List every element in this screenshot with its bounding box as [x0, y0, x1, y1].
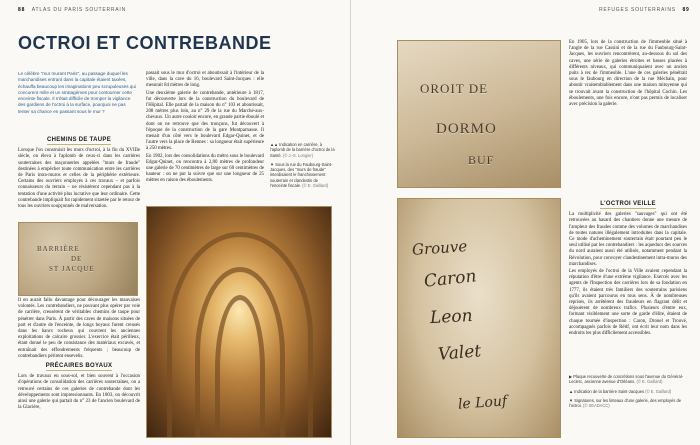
- photo-tunnel: [146, 206, 332, 438]
- engraved-text: DORMO: [436, 121, 497, 137]
- graffiti-text: Leon: [429, 305, 474, 329]
- paragraph: Les employés de l'octroi de la Ville avaient cependant la réputation d'être d'une extrême vigilance. Exercés avec les agents de l'Inspection des carrières lors de sa fondation en 1777, ils étaient très familiers des souterrains parisiens qu'ils avaient parcourus en tous sens. À de nombreuses reprises, ils arrêtèrent des fraudeurs en flagrant délit et déjouèrent de nombreux trafics. Plusieurs d'entre eux, formant visiblement une sorte de garde d'élite, étaient de chaque tournée d'inspection : Caron, Drouel et Trouvé, accompagnés parfois de Rétif, ont écrit leur nom dans les endroits les plus difficilement accessibles.: [569, 269, 687, 337]
- column-1-lower: [18, 298, 140, 412]
- photo-signatures: [397, 198, 561, 438]
- running-head-left: [18, 7, 126, 13]
- column-1-upper: [18, 134, 140, 211]
- captions-right: [569, 374, 687, 412]
- section-heading-octroi-veille: L'OCTROI VEILLE: [569, 201, 687, 209]
- graffiti-text: le Louf: [457, 393, 508, 413]
- engraved-text: OROIT DE: [420, 81, 489, 96]
- caption: ▼ Sous la rue du Faubourg-Saint-Jacques, des "murs de fraude" interdisaient le franchissement souterrain et clandestin de l'enceinte fiscale. (© E. Gaillard): [270, 161, 333, 189]
- graffiti-text: Valet: [437, 341, 482, 365]
- caption: ▼ Signatures, sur les linteaux d'une galerie, des employés de l'octroi. (© SEADACC): [569, 397, 682, 409]
- page-number-right: 89: [682, 7, 690, 13]
- paragraph: La multiplicité des galeries "sauvages" qui ont été retrouvées au hasard des chantiers donne une mesure de l'ampleur des fraudes comme des volumes de marchandises de toutes natures illégalement introduites dans la capitale. Ce mode d'acheminement souterrain était pourtant peu le seul utilisé par les contrebandiers : les aqueducs des sources du nord auraient aussi été utilisés, notamment pendant la Révolution, pour convoyer clandestinement intra-muros des marchandises.: [569, 212, 687, 267]
- caption: ▲▲ Indication en carrière, à l'aplomb de la barrière d'octroi de la Santé. (© J.-S. Longier): [270, 142, 335, 158]
- column-right-top: [569, 40, 687, 109]
- engraved-text: BARRIÈRE: [37, 245, 80, 253]
- engraved-text: DE: [71, 255, 83, 263]
- intro-text: Le célèbre "mur murant Paris", au passage duquel les marchandises entrant dans la capitale étaient taxées, échauffa beaucoup les imaginations peu scrupuleuses qui concurent mille et un stratagèmes pour contourner cette enceinte fiscale. Il s'était difficile de tromper la vigilance des gardiens de l'octroi à la surface, pourquoi ne pas tenter sa chance en passant sous le mur ?: [18, 71, 136, 114]
- running-head-text-right: REFUGES SOUTERRAINS: [599, 7, 676, 13]
- section-heading-chemins: CHEMINS DE TAUPE: [18, 137, 140, 145]
- page-title: OCTROI ET CONTREBANDE: [18, 33, 272, 53]
- right-page: [350, 0, 700, 445]
- photo-plaque-concretions: [397, 40, 561, 188]
- graffiti-text: Grouve: [411, 237, 468, 259]
- captions-left: [270, 142, 336, 192]
- paragraph: Il en aurait fallu davantage pour décourager les mauvaises volontés. Les contrebandiers, ne pouvant plus opérer par voie de carrière, creusèrent de véritables chemins de taupe pour pénétrer dans Paris. À partir des caves de maisons situées de part et d'autre de l'enceinte, de longs boyaux furent creusés dans les bancs rocheux qui couvrent les anciennes exploitations de calcaire grossier. L'exercice était périlleux, étant donné le peu de consistance des matériaux excavés, et entraînait des effondrements fréquents ; beaucoup de contrebandiers périrent ensevelis.: [18, 298, 140, 359]
- paragraph: En 1905, lors de la construction de l'immeuble situé à l'angle de la rue Cassini et de la rue du Faubourg-Saint-Jacques, les ouvriers rencontrèrent, au-dessous du sol des caves, une série de galeries étroites et basses placées à différents niveaux, qui communiquaient avec un ancien puits à rez de l'immeuble. L'une de ces galeries pénétrait sous le faubourg en direction de la rue Méchain, pour aboutir vraisemblablement dans une maison mitoyenne qui se trouvait avant la construction de l'hôpital Cochin. Les éboulements, une fois encore, n'ont pas permis de localiser avec précision la galerie.: [569, 40, 687, 108]
- graffiti-text: Caron: [423, 266, 478, 292]
- page-number-left: 88: [18, 7, 26, 13]
- paragraph: Lors de travaux en sous-sol, et bien souvent à l'occasion d'opérations de consolidation des carrières souterraines, on a retrouvé certains de ces galeries de contrebande dont les développements sont impressionnants. En 1803, on découvrit ainsi une galerie qui partait du n° 23 de l'ancien boulevard de la Glacière,: [18, 374, 140, 411]
- running-head-right: [599, 7, 690, 13]
- caption: ▲ Indication de la barrière Saint-Jacques (© E. Gaillard): [569, 388, 672, 394]
- arch-shape: [215, 295, 265, 438]
- paragraph: En 1902, lors des consolidations du métro sous le boulevard Edgar-Quinet, on rencontra à 2,80 mètres de profondeur une galerie de 70 centimètres de large sur 60 centimètres de hauteur : on ne put la suivre que sur une longueur de 25 mètres en raison des éboulements.: [146, 153, 264, 184]
- running-head-text-left: ATLAS DU PARIS SOUTERRAIN: [31, 7, 127, 13]
- paragraph: Une deuxième galerie de contrebande, antérieure à 1817, fut découverte lors de la construction du boulevard de l'Hôpital. Elle partait de la maison du n° 103 et aboutissait, 208 mètres plus loin, au n° 29 de la rue du Marché-aux-chevaux. Un autre couloir encore, en grande partie éboulé et dont on ne retrouve que des tronçons, fut découvert à l'époque de la construction de la gare Montparnasse. Il menait d'un côté vers le boulevard Edgar-Quinet, et de l'autre vers la place de Rennes : sa longueur était supérieure à 250 mètres.: [146, 90, 264, 152]
- engraved-text: ST JACQUE: [49, 265, 95, 273]
- column-2: [146, 71, 264, 186]
- paragraph: Lorsque l'on construisit les murs d'octroi, à la fin du XVIIIe siècle, on éleva à l'aplomb de ceux-ci dans les carrières souterraines des maçonneries appelées "murs de fraude" destinées à empêcher toute communication entre les carrières de Paris intra-muros et celles de la périphérie extérieure. Certains des ouvriers employés à ces travaux – et parfois connaisseurs du terrain – ne résistèrent cependant pas à la tentation d'une activité plus lucrative que leur ordinaire. Cette contrebande impliquait fut rapidement sitzetée par le retour de tous les ouvriers soupçonnés de malversation.: [18, 148, 140, 210]
- engraved-text: BUF: [468, 153, 495, 167]
- paragraph: passait sous le mur d'octroi et aboutissait à l'intérieur de la ville, dans la cave du 16, boulevard Saint-Jacques : elle mesurait 84 mètres de long.: [146, 71, 264, 89]
- section-heading-boyaux: PRÉCAIRES BOYAUX: [18, 363, 140, 371]
- column-right-bottom: [569, 198, 687, 338]
- photo-barriere-st-jacques: [18, 222, 138, 296]
- caption: ▶ Plaque recouverte de concrétions sous l'avenue du Général-Leclerc, ancienne avenue d'Orléans. (© E. Gaillard): [569, 374, 684, 385]
